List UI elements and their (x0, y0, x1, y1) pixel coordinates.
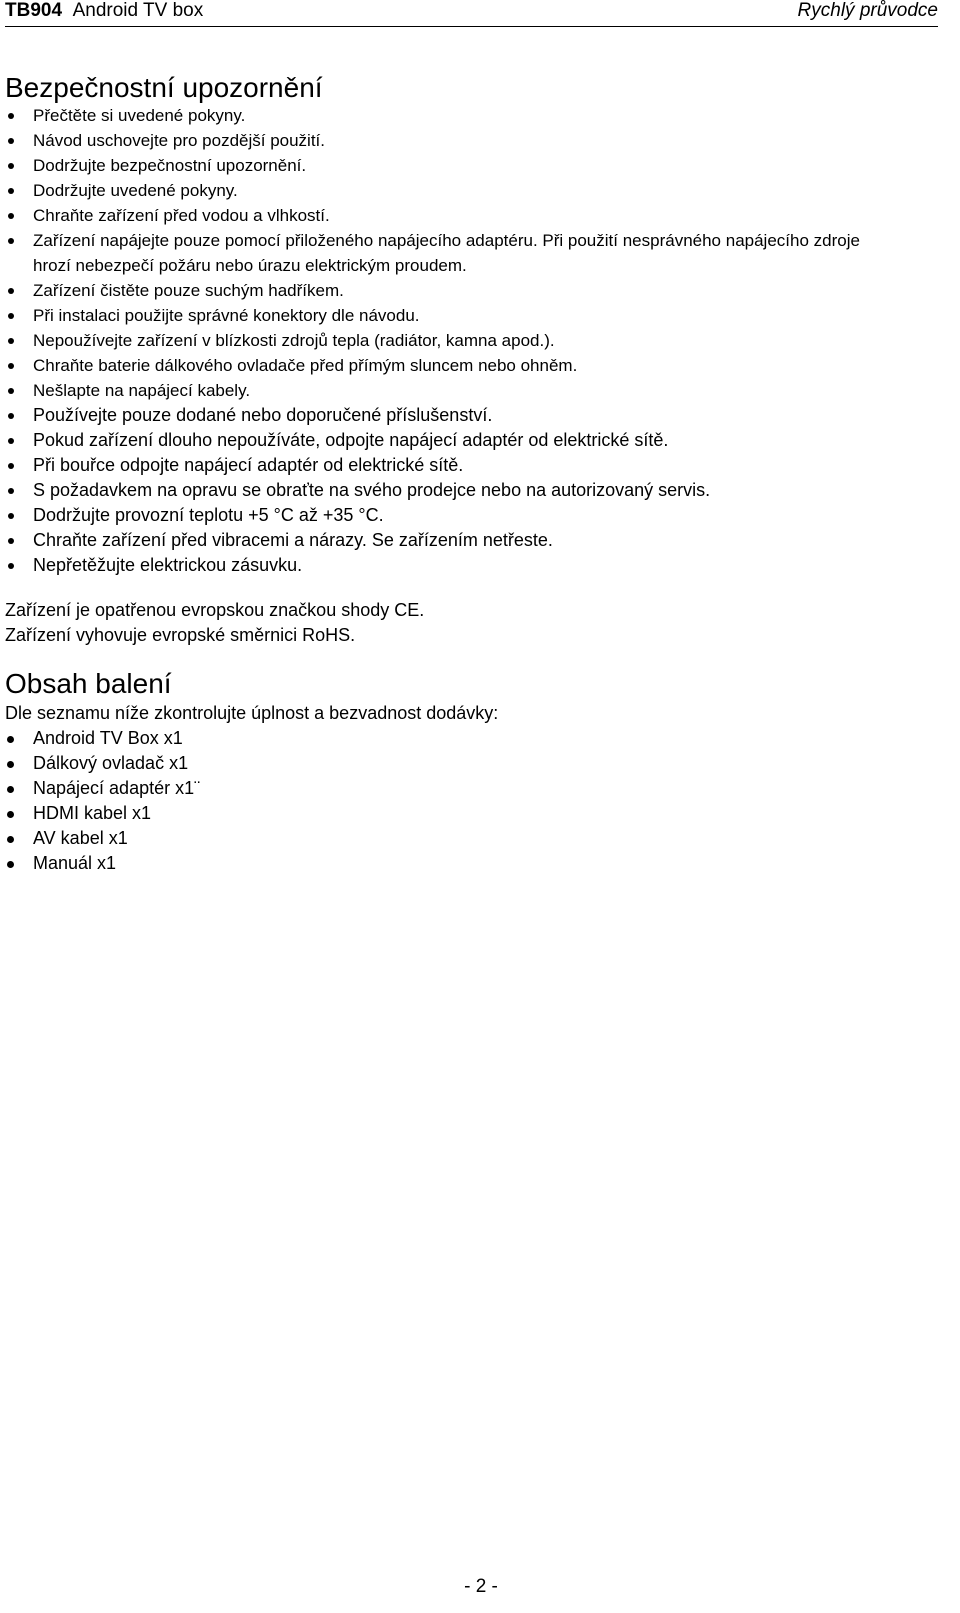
safety-item-text: Nepřetěžujte elektrickou zásuvku. (33, 555, 303, 575)
list-item (5, 328, 905, 353)
list-item (5, 528, 905, 553)
safety-item-text: Používejte pouze dodané nebo doporučené příslušenství. (33, 405, 493, 425)
safety-item-text: Chraňte baterie dálkového ovladače před přímým sluncem nebo ohněm. (33, 356, 578, 375)
bullet-icon (8, 388, 14, 394)
bullet-icon (8, 513, 14, 519)
header-doc-type: Rychlý průvodce (797, 0, 938, 21)
bullet-icon (8, 338, 14, 344)
list-item (5, 303, 905, 328)
safety-section-title: Bezpečnostní upozornění (5, 72, 323, 103)
bullet-icon (8, 563, 14, 569)
bullet-icon (8, 463, 14, 469)
bullet-icon (8, 538, 14, 544)
rohs-note: Zařízení vyhovuje evropské směrnici RoHS. (5, 625, 356, 645)
bullet-icon (8, 138, 14, 144)
safety-item-text: Dodržujte uvedené pokyny. (33, 181, 238, 200)
bullet-icon (7, 761, 14, 768)
package-item-text: HDMI kabel x1 (33, 803, 152, 823)
package-item-text: Manuál x1 (33, 853, 117, 873)
safety-item-text: Přečtěte si uvedené pokyny. (33, 106, 246, 125)
safety-item-text: Dodržujte bezpečnostní upozornění. (33, 156, 307, 175)
list-item (5, 278, 905, 303)
bullet-icon (7, 811, 14, 818)
list-item (5, 801, 200, 826)
bullet-icon (8, 188, 14, 194)
header-product: Android TV box (72, 0, 204, 21)
bullet-icon (8, 313, 14, 319)
header-title (5, 0, 203, 22)
safety-item-text: Chraňte zařízení před vibracemi a nárazy. Se zařízením netřeste. (33, 530, 553, 550)
list-item (5, 478, 905, 503)
safety-item-text: Při instalaci použijte správné konektory dle návodu. (33, 306, 420, 325)
safety-item-text: Nepoužívejte zařízení v blízkosti zdrojů tepla (radiátor, kamna apod.). (33, 331, 555, 350)
bullet-icon (7, 736, 14, 743)
package-list (5, 726, 200, 876)
list-item (5, 403, 905, 428)
safety-item-text: Chraňte zařízení před vodou a vlhkostí. (33, 206, 330, 225)
package-item-text: Android TV Box x1 (33, 728, 183, 748)
list-item (5, 503, 905, 528)
safety-list (5, 103, 905, 578)
list-item (5, 453, 905, 478)
bullet-icon (8, 163, 14, 169)
page-number: - 2 - (464, 1576, 498, 1597)
list-item (5, 153, 905, 178)
bullet-icon (8, 413, 14, 419)
list-item (5, 103, 905, 128)
ce-note: Zařízení je opatřenou evropskou značkou shody CE. (5, 600, 425, 620)
list-item (5, 751, 200, 776)
list-item (5, 378, 905, 403)
bullet-icon (7, 786, 14, 793)
safety-item-text: Dodržujte provozní teplotu +5 °C až +35 °C. (33, 505, 384, 525)
list-item (5, 353, 905, 378)
list-item (5, 826, 200, 851)
compliance-notes (5, 598, 424, 648)
list-item (5, 228, 883, 278)
safety-item-text: S požadavkem na opravu se obraťte na svého prodejce nebo na autorizovaný servis. (33, 480, 711, 500)
list-item (5, 851, 200, 876)
package-intro: Dle seznamu níže zkontrolujte úplnost a bezvadnost dodávky: (5, 703, 499, 723)
safety-item-text: Zařízení čistěte pouze suchým hadříkem. (33, 281, 344, 300)
list-item (5, 553, 905, 578)
package-item-text: AV kabel x1 (33, 828, 128, 848)
safety-item-text: Nešlapte na napájecí kabely. (33, 381, 251, 400)
safety-item-text: Návod uschovejte pro pozdější použití. (33, 131, 326, 150)
list-item (5, 178, 905, 203)
bullet-icon (8, 488, 14, 494)
bullet-icon (8, 288, 14, 294)
package-section-title: Obsah balení (5, 668, 172, 699)
header-model: TB904 (5, 0, 63, 21)
package-item-text: Napájecí adaptér x1¨ (33, 778, 201, 798)
bullet-icon (8, 363, 14, 369)
bullet-icon (7, 861, 14, 868)
safety-item-text: Zařízení napájejte pouze pomocí přiloženého napájecího adaptéru. Při použití nesprávného napájecího zdroje hrozí nebezpečí požáru nebo úrazu elektrickým proudem. (33, 231, 860, 275)
bullet-icon (8, 438, 14, 444)
page-header (5, 0, 938, 27)
list-item (5, 726, 200, 751)
safety-item-text: Pokud zařízení dlouho nepoužíváte, odpojte napájecí adaptér od elektrické sítě. (33, 430, 669, 450)
list-item (5, 428, 905, 453)
bullet-icon (8, 113, 14, 119)
bullet-icon (7, 836, 14, 843)
bullet-icon (8, 213, 14, 219)
list-item (5, 203, 905, 228)
package-item-text: Dálkový ovladač x1 (33, 753, 189, 773)
safety-item-text: Při bouřce odpojte napájecí adaptér od elektrické sítě. (33, 455, 464, 475)
bullet-icon (8, 238, 14, 244)
list-item (5, 776, 200, 801)
list-item (5, 128, 905, 153)
